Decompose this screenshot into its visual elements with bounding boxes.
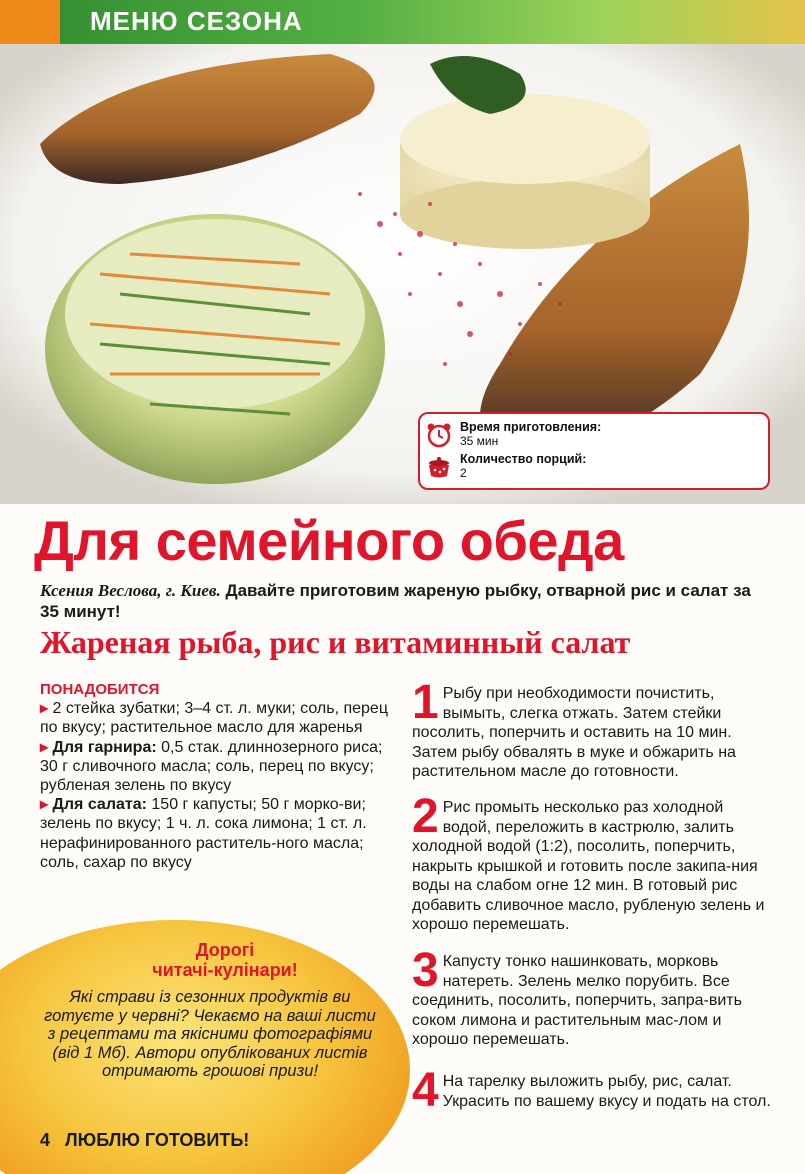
ingredients-garnish [40, 738, 396, 796]
step-text: Рыбу при необходимости почистить, вымыть, слегка отжать. Затем стейки посолить, поперчить и оставить на 10 мин. Затем рыбу обвалять в муке и обжарить на растительном масле до готовности. [412, 685, 736, 780]
section-tab [0, 0, 60, 44]
readers-text: Які страви із сезонних продуктів ви готуєте у червні? Чекаємо на ваші листи з рецептами та якісними фотографіями (від 1 Мб). Автори опублікованих листів отримають грошові призи! [44, 988, 376, 1080]
step-text: На тарелку выложить рыбу, рис, салат. Украсить по вашему вкусу и подать на стол. [442, 1073, 771, 1110]
ingredients-list [40, 680, 396, 872]
section-title: МЕНЮ СЕЗОНА [90, 6, 303, 36]
pot-icon [426, 454, 452, 480]
prep-time-value: 35 мин [460, 434, 499, 448]
intro-text: Давайте приготовим жареную рыбку, отварной рис и салат за 35 минут! [40, 581, 751, 621]
garnish-text: 0,5 стак. длиннозерного риса; 30 г сливочного масла; соль, перец по вкусу; рубленая зелень по вкусу [40, 738, 383, 795]
recipe-title: Жареная рыба, рис и витаминный салат [40, 624, 631, 660]
ingredients-main-text: 2 стейка зубатки; 3–4 ст. л. муки; соль, перец по вкусу; растительное масло для жаренья [40, 700, 388, 737]
step-text: Капусту тонко нашинковать, морковь натереть. Зелень мелко порубить. Все соединить, посолить, поперчить, запра-вить соком лимона и растительным мас-лом и хорошо перемешать. [412, 953, 742, 1048]
magazine-name: ЛЮБЛЮ ГОТОВИТЬ! [65, 1130, 250, 1150]
salad-text: 150 г капусты; 50 г морко-ви; зелень по вкусу; 1 ч. л. сока лимона; 1 ст. л. нерафинированного раститель-ного масла; соль, сахар по вкусу [40, 796, 367, 871]
step-text: Рис промыть несколько раз холодной водой, переложить в кастрюлю, залить холодной водой (1:2), посолить, поперчить, накрыть крышкой и готовить после закипа-ния воды на слабом огне 12 мин. В готовый рис добавить сливочное масло, рубленую зелень и хорошо перемешать. [412, 799, 765, 933]
ingredients-main [40, 699, 396, 737]
recipe-info-box [418, 412, 770, 490]
alarm-clock-icon [426, 422, 452, 448]
article-intro [40, 580, 770, 622]
bullet-icon: ▸ [40, 738, 49, 756]
page-number: 4 [40, 1130, 51, 1150]
step-4 [412, 1064, 772, 1117]
servings-label: Количество порций: [460, 452, 587, 466]
step-number: 1 [412, 676, 439, 729]
ingredients-heading: ПОНАДОБИТСЯ [40, 681, 160, 698]
step-3 [412, 944, 772, 1050]
page-footer [40, 1130, 249, 1151]
salad-label: Для салата: [52, 796, 147, 814]
step-2 [412, 790, 772, 935]
step-number: 4 [412, 1064, 439, 1117]
step-number: 3 [412, 944, 439, 997]
garnish-label: Для гарнира: [52, 738, 157, 756]
author: Ксения Веслова, г. Киев. [40, 581, 221, 600]
bullet-icon: ▸ [40, 796, 49, 814]
article-headline: Для семейного обеда [34, 509, 624, 572]
step-number: 2 [412, 790, 439, 843]
readers-title [100, 940, 350, 980]
step-1 [412, 676, 772, 782]
readers-title-line2: читачі-кулінари! [152, 960, 298, 980]
prep-time-label: Время приготовления: [460, 420, 602, 434]
readers-title-line1: Дорогі [195, 940, 255, 960]
bullet-icon: ▸ [40, 700, 49, 718]
servings-value: 2 [460, 466, 467, 480]
ingredients-salad [40, 795, 396, 872]
